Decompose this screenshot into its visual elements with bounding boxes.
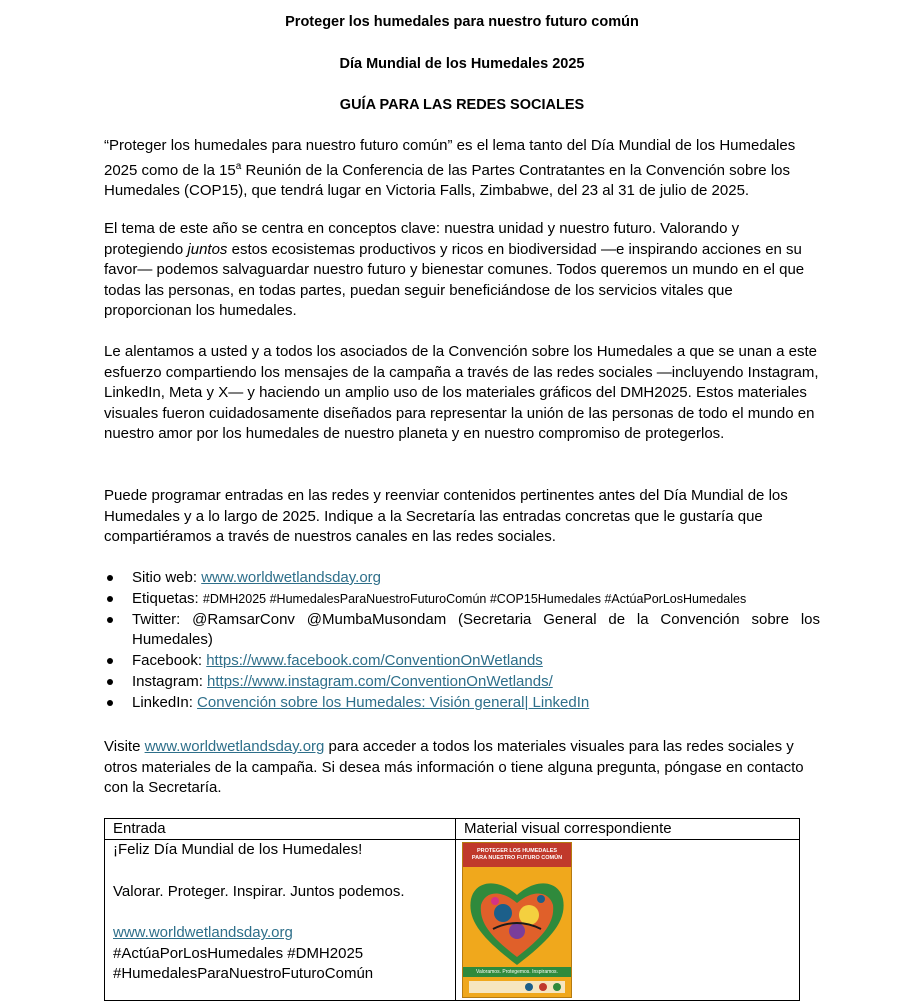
logo-icon [553, 983, 561, 991]
paragraph-theme: El tema de este año se centra en conceptos clave: nuestra unidad y nuestro futuro. Valorando y protegiendo juntos estos ecosistemas productivos y ricos en biodiversidad —e inspirando acciones en su favor— podemos salvaguardar nuestro futuro y bienestar comunes. Todos queremos un mundo en el que todas las personas, en todas partes, puedan seguir beneficiándose de los servicios vitales que proporcionan los humedales. [104, 220, 805, 320]
social-list [104, 568, 820, 714]
entry-tags-1: #ActúaPorLosHumedales #DMH2025 [113, 944, 364, 962]
paragraph-schedule: Puede programar entradas en las redes y reenviar contenidos pertinentes antes del Día Mundial de los Humedales y a lo largo de 2025. Indique a la Secretaría las entradas concretas que le gustaría que compartiéramos a través de nuestros canales en las redes sociales. [104, 487, 788, 546]
hashtags: #DMH2025 #HumedalesParaNuestroFuturoComún #COP15Humedales #ActúaPorLosHumedales [202, 591, 747, 606]
list-item-twitter: Twitter: @RamsarConv @MumbaMusondam (Secretaria General de la Convención sobre los Humedales) [104, 610, 820, 652]
logo-icon [539, 983, 547, 991]
list-item-website: Sitio web: www.worldwetlandsday.org [104, 568, 820, 589]
visit-link[interactable]: www.worldwetlandsday.org [144, 738, 325, 755]
table-cell-entry [105, 840, 456, 1001]
paragraph-visit: Visite www.worldwetlandsday.org para acceder a todos los materiales visuales para las redes sociales y otros materiales de la campaña. Si desea más información o tiene alguna pregunta, póngase en contacto con la Secretaría. [104, 738, 804, 797]
table-header-entry: Entrada [105, 819, 456, 840]
table-header-visual: Material visual correspondiente [456, 819, 800, 840]
list-item-instagram: Instagram: https://www.instagram.com/ConventionOnWetlands/ [104, 672, 820, 693]
entry-link[interactable]: www.worldwetlandsday.org [113, 924, 293, 942]
logo-icon [525, 983, 533, 991]
poster-tagline: Valoramos. Protegemos. Inspiramos. [463, 967, 571, 977]
entry-tags-2: #HumedalesParaNuestroFuturoComún [113, 965, 374, 983]
linkedin-link[interactable]: Convención sobre los Humedales: Visión general| LinkedIn [197, 693, 590, 711]
list-item-linkedin: LinkedIn: Convención sobre los Humedales: Visión general| LinkedIn [104, 693, 820, 714]
poster-banner: PROTEGER LOS HUMEDALES PARA NUESTRO FUTURO COMÚN [463, 843, 571, 867]
posts-table [104, 818, 800, 1001]
document-title: Proteger los humedales para nuestro futuro común [285, 14, 639, 30]
document-guide-heading: GUÍA PARA LAS REDES SOCIALES [339, 97, 585, 113]
campaign-poster-image[interactable] [462, 842, 572, 998]
list-item-facebook: Facebook: https://www.facebook.com/ConventionOnWetlands [104, 651, 820, 672]
poster-footer-logos [469, 981, 565, 993]
table-row [105, 840, 800, 1001]
poster-heart-illustration [463, 869, 571, 969]
paragraph-encourage: Le alentamos a usted y a todos los asociados de la Convención sobre los Humedales a que se unan a este esfuerzo compartiendo los mensajes de la campaña a través de las redes sociales —incluyendo Instagram, LinkedIn, Meta y X— y haciendo un amplio uso de los materiales gráficos del DMH2025. Estos materiales visuales fueron cuidadosamente diseñados para representar la unión de las personas de todo el mundo en nuestro amor por los humedales de nuestro planeta y en nuestro compromiso de protegerlos. [104, 343, 819, 443]
facebook-link[interactable]: https://www.facebook.com/ConventionOnWetlands [206, 652, 543, 670]
website-link[interactable]: www.worldwetlandsday.org [201, 569, 382, 586]
entry-line-2: Valorar. Proteger. Inspirar. Juntos podemos. [113, 882, 405, 900]
document-subtitle: Día Mundial de los Humedales 2025 [339, 56, 585, 72]
entry-line-1: ¡Feliz Día Mundial de los Humedales! [113, 841, 363, 858]
paragraph-intro: “Proteger los humedales para nuestro futuro común” es el lema tanto del Día Mundial de los Humedales 2025 como de la 15$^a$ Reunión de la Conferencia de las Partes Contratantes en la Convención sobre los Humedales (COP15), que tendrá lugar en Victoria Falls, Zimbabwe, del 23 al 31 de julio de 2025. [104, 137, 796, 200]
list-item-tags: Etiquetas: #DMH2025 #HumedalesParaNuestroFuturoComún #COP15Humedales #ActúaPorLosHumedales [104, 589, 820, 610]
instagram-link[interactable]: https://www.instagram.com/ConventionOnWetlands/ [207, 672, 553, 690]
